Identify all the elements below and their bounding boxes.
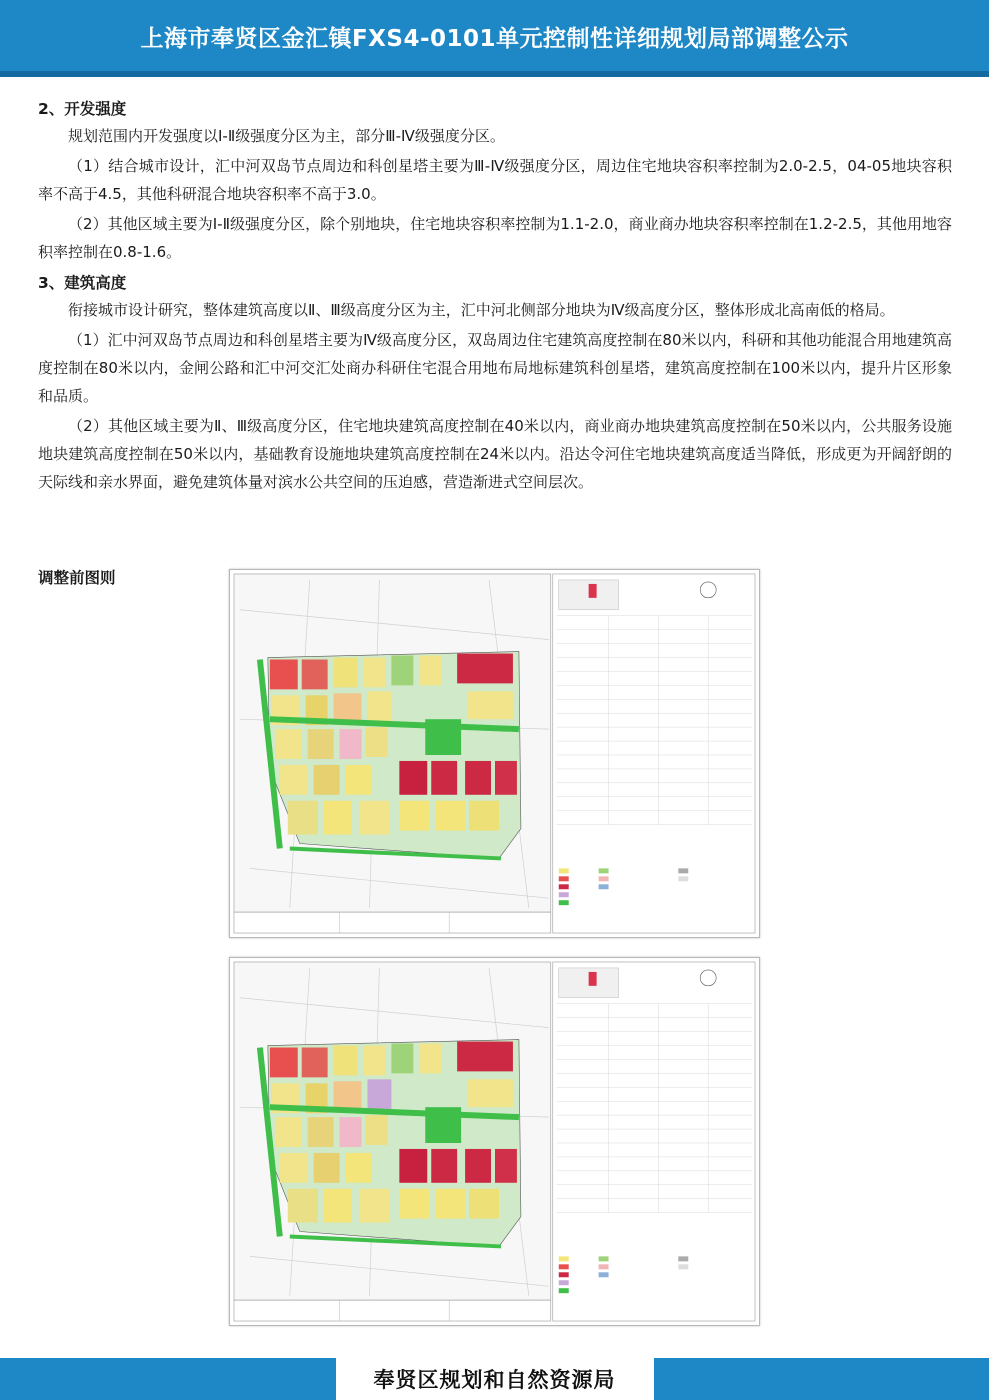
header-bar [0, 0, 989, 77]
paragraph: （1）结合城市设计，汇中河双岛节点周边和科创星塔主要为Ⅲ-Ⅳ级强度分区，周边住宅地块容积率控制为2.0-2.5，04-05地块容积率不高于4.5，其他科研混合地块容积率不高于3.0。 [38, 157, 952, 203]
paragraph: （2）其他区域主要为Ⅰ-Ⅱ级强度分区，除个别地块，住宅地块容积率控制为1.1-2.0，商业商办地块容积率控制在1.2-2.5，其他用地容积率控制在0.8-1.6。 [38, 215, 952, 261]
header-underline [0, 71, 989, 77]
footer-bar [0, 1358, 989, 1400]
plan-map-before [229, 569, 760, 938]
section-heading-height: 3、建筑高度 [38, 274, 127, 292]
plan-map-after [229, 957, 760, 1326]
plan-map-image [230, 958, 759, 1325]
paragraph: （1）汇中河双岛节点周边和科创星塔主要为Ⅳ级高度分区，双岛周边住宅建筑高度控制在80米以内，科研和其他功能混合用地建筑高度控制在80米以内，金闸公路和汇中河交汇处商办科研住宅混合用地布局地标建筑科创星塔，建筑高度控制在100米以内，提升片区形象和品质。 [38, 331, 952, 405]
page-title: 上海市奉贤区金汇镇FXS4-0101单元控制性详细规划局部调整公示 [140, 26, 849, 52]
paragraph: 衔接城市设计研究，整体建筑高度以Ⅱ、Ⅲ级高度分区为主，汇中河北侧部分地块为Ⅳ级高度分区，整体形成北高南低的格局。 [68, 301, 895, 319]
figure-label: 调整前图则 [38, 569, 116, 587]
footer-org: 奉贤区规划和自然资源局 [373, 1368, 616, 1392]
main-content [38, 96, 952, 496]
plan-map-image [230, 570, 759, 937]
footer-plate [336, 1358, 654, 1400]
paragraph: 规划范围内开发强度以Ⅰ-Ⅱ级强度分区为主，部分Ⅲ-Ⅳ级强度分区。 [68, 127, 505, 145]
paragraph: （2）其他区域主要为Ⅱ、Ⅲ级高度分区，住宅地块建筑高度控制在40米以内，商业商办地块建筑高度控制在50米以内，公共服务设施地块建筑高度控制在50米以内，基础教育设施地块建筑高度控制在24米以内。沿达令河住宅地块建筑高度适当降低，形成更为开阔舒朗的天际线和亲水界面，避免建筑体量对滨水公共空间的压迫感，营造渐进式空间层次。 [38, 417, 952, 491]
section-heading-intensity: 2、开发强度 [38, 100, 127, 118]
